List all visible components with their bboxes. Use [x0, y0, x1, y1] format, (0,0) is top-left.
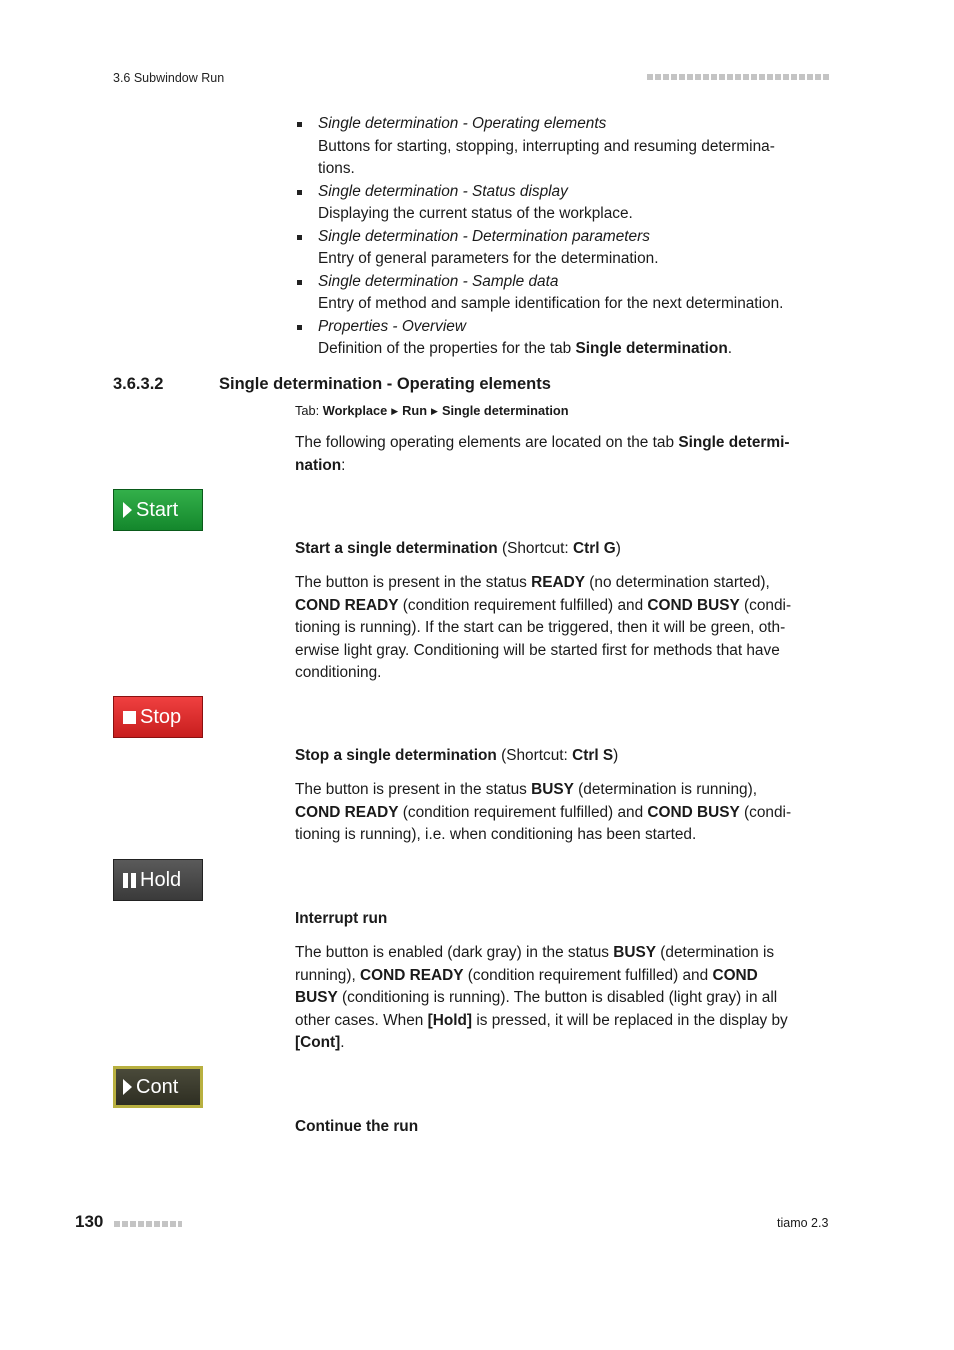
list-item-desc: Definition of the properties for the tab Single determination.: [318, 340, 733, 357]
page-number: 130: [75, 1212, 104, 1231]
cont-button[interactable]: [113, 1066, 203, 1108]
start-button-label: Start: [136, 498, 179, 521]
list-item: [295, 316, 835, 361]
stop-description: The button is present in the status BUSY (determination is running), COND READY (condition requirement fulfilled) and COND BUSY (condi- tioning is running), i.e. when conditioning has been started.: [295, 781, 792, 843]
header-decoration: [647, 74, 829, 80]
list-item: [295, 113, 835, 181]
list-item-desc: Displaying the current status of the workplace.: [318, 205, 633, 222]
hold-description: The button is enabled (dark gray) in the status BUSY (determination is running), COND READY (condition requirement fulfilled) and COND BUSY (conditioning is running). The button is disabled (light gray) in all other cases. When [Hold] is pressed, it will be replaced in the display by [Cont].: [295, 944, 788, 1051]
running-header: 3.6 Subwindow Run: [113, 71, 225, 85]
stop-icon: [122, 710, 137, 725]
stop-button-label: Stop: [140, 705, 182, 728]
start-button[interactable]: [113, 489, 203, 531]
triangle-right-icon: ▶: [431, 406, 438, 416]
list-item-title[interactable]: Single determination - Sample data: [318, 272, 559, 290]
bullet-icon: [297, 122, 302, 127]
cont-heading: Continue the run: [295, 1118, 419, 1135]
list-item: [295, 271, 835, 316]
hold-button-label: Hold: [140, 868, 182, 891]
triangle-right-icon: ▶: [391, 406, 399, 416]
play-icon: [122, 501, 133, 519]
tab-path: Tab: Workplace ▶ Run ▶ Single determination: [295, 403, 569, 418]
list-item-desc: Buttons for starting, stopping, interrupting and resuming determina- tions.: [318, 137, 775, 177]
cont-button-label: Cont: [136, 1075, 179, 1098]
hold-button[interactable]: [113, 859, 203, 901]
footer-decoration: [114, 1221, 182, 1227]
list-item-title[interactable]: Single determination - Operating elements: [318, 115, 607, 132]
section-title: Single determination - Operating elements: [219, 375, 551, 393]
bullet-icon: [297, 325, 302, 330]
list-item: [295, 181, 835, 226]
bullet-icon: [297, 235, 302, 240]
section-number: 3.6.3.2: [113, 375, 164, 393]
start-heading: Start a single determination (Shortcut: Ctrl G): [295, 540, 621, 557]
bullet-icon: [297, 190, 302, 195]
list-item-title[interactable]: Single determination - Determination parameters: [318, 227, 650, 245]
product-name: tiamo 2.3: [777, 1216, 829, 1230]
list-item-title[interactable]: Properties - Overview: [318, 317, 466, 335]
play-icon: [122, 1078, 133, 1096]
subsection-list: [295, 113, 835, 361]
list-item-desc: Entry of method and sample identification for the next determination.: [318, 295, 784, 312]
stop-heading: Stop a single determination (Shortcut: Ctrl S): [295, 747, 619, 764]
intro-paragraph: The following operating elements are located on the tab Single determi- nation:: [295, 434, 790, 474]
list-item-desc: Entry of general parameters for the determination.: [318, 250, 659, 267]
start-description: The button is present in the status READY (no determination started), COND READY (condition requirement fulfilled) and COND BUSY (condi- tioning is running). If the start can be triggered, then it will be green, oth- erwise light gray. Conditioning will be started first for methods that have conditioning.: [295, 574, 792, 681]
list-item: [295, 226, 835, 271]
bullet-icon: [297, 280, 302, 285]
stop-button[interactable]: [113, 696, 203, 738]
list-item-title[interactable]: Single determination - Status display: [318, 182, 568, 200]
pause-icon: [122, 872, 137, 889]
hold-heading: Interrupt run: [295, 910, 388, 927]
